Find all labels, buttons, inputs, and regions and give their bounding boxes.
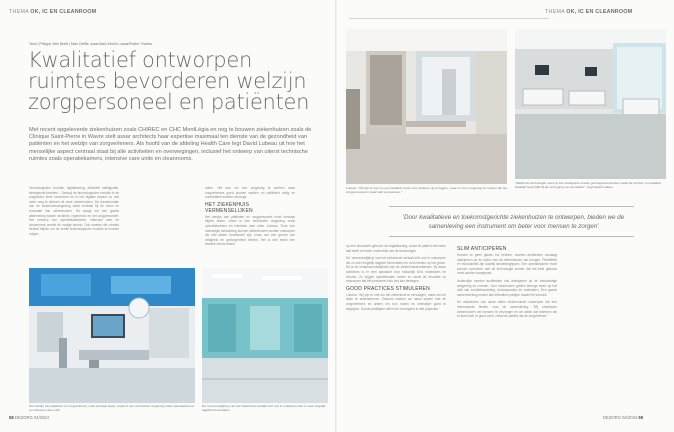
quote-rule-bottom — [389, 236, 634, 237]
ward-beds-photo — [515, 29, 666, 179]
header-rule — [349, 18, 549, 19]
patient-room-photo — [346, 29, 507, 184]
right-page-number: 59 — [638, 415, 644, 420]
caption-ward-beds: "Medische technologie moet op een intelligente manier geïntegreerd worden zodat de comfort- en kwaliteit-kwaliteit hoog blijft bij de verzorging van de patiënt", zegt David Lubeau. — [515, 181, 662, 190]
body-column-4-text-c: De architecten van assar willen ziekenhuizen ontwerpen die een meerwaarde bieden voor de samenleving: 'Wij ontwerpen ziekenhuizen om mensen te verzorgen en we willen dat iedereen die er komt zich er goed voelt, zowel de patiënt als de zorgverlener.' — [457, 300, 557, 319]
left-magazine-name: DEZORG — [14, 415, 33, 420]
body-column-3-text-c: Lubeau: 'Wij zijn er niet om het ziekenhuis te vervangen, maar om het team te ondersteunen. Daarom werken we nauw samen met de zorgverleners en artsen om hun noden en werkwijze goed te begrijpen. Goede praktijken delen we vervolgens in alle projecten.' — [346, 292, 446, 311]
ward-beds-illustration — [515, 29, 666, 179]
header-thema-label: THEMA — [545, 9, 565, 15]
left-page-number: 58 — [9, 415, 14, 420]
left-issue: 04/2024 — [33, 415, 50, 420]
header-topic-label: OK, IC EN CLEANROOM — [566, 9, 633, 15]
header-topic-label: OK, IC EN CLEANROOM — [30, 9, 97, 15]
article-title: Kwalitatief ontworpen ruimtes bevorderen welzijn zorgpersoneel en patiënten — [28, 48, 310, 114]
subheading-anticipate: SLIM ANTICIPEREN — [457, 246, 507, 252]
ward-corridor-illustration — [202, 268, 328, 403]
header-thema-label: THEMA — [9, 9, 29, 15]
left-page-header — [9, 9, 96, 15]
subheading-humanize: HET ZIEKENHUIS VERMENSELIJKEN — [205, 201, 253, 214]
body-column-2-text-b: Het welzijn van patiënten en zorgpersoneel moet centraal blijven staan, zowel in een technische omgeving zoals operatiekamers en intensive care units. Lubeau: 'Door een menselijke benadering kunnen ziekenhuizen worden ontworpen die niet alleen functioneel zijn, maar ook een gevoel van veiligheid en geborgenheid bieden. Het is niet enkel een kwestie van techniek.' — [205, 214, 295, 247]
right-issue: 04/2024 — [622, 415, 638, 420]
ward-corridor-photo — [202, 268, 328, 403]
quote-rule-top — [389, 206, 634, 207]
pull-quote: 'Door kwalitatieve en toekomstgerichte ziekenhuizen te ontwerpen, bieden we de samenleving een instrument om beter voor mensen te zorgen' — [402, 214, 625, 231]
article-lead: Met recent opgeleverde ziekenhuizen zoals CHIREC en CHC MontLégia en nog te bouwen ziekenhuizen zoals de Clinique Saint-Pierre in Wavre stelt assar architects haar expertise maximaal ten dienste van de gezondheid van patiënten en het welzijn van zorgverleners. Als hoofd van de afdeling Health Care legt David Lubeau uit hoe het menselijke aspect centraal staat bij alle activiteiten en overwegingen, inclusief het ontwerp van uiterst technische ruimtes zoals operatiekamers, intensive care units en cleanrooms. — [29, 127, 312, 162]
body-column-2 — [205, 186, 295, 274]
caption-ward-corridor: De 'vermenselijking' van het ziekenhuis vertaalt zich ook in ontwerpen die zo veel mogelijk daglicht binnenlaten. — [202, 404, 326, 413]
caption-operating-room: Het welzijn van patiënten en zorgverleners moet centraal staan, zowel in een technische omgeving zoals operatiekamers en intensive care units. — [29, 404, 195, 413]
body-column-4-text-a: Hoewel ze geen glazen bol hebben, moeten architecten vandaag anticiperen op de noden van de ziekenhuizen van morgen. Flexibiliteit en modulariteit zijn daarbij sleutelbegrippen. Een operatiekamer moet kunnen evolueren met de technologie zonder dat het hele gebouw moet worden aangepast. — [457, 253, 557, 276]
body-column-1-text: Technologische evolutie, digitalisering, artificiële intelligentie, bewegende beelden... Dankzij de technologische evolutie is de zorgsector sterk veranderd en is het digitale aspect nu niet meer weg te denken uit onze ziekenhuizen. De transformatie van de ziekenhuisomgeving staat centraal bij de bouw en renovatie van ziekenhuizen. Dit vraagt om een goede afstemming tussen architect, ingenieurs en het zorgpersoneel. Het ontwerp van operatiekwartieren, intensive care en cleanrooms vereist de nodige kennis. Ook moeten die ruimtes flexibel blijven om de snelle technologische evolutie te kunnen volgen. — [29, 186, 119, 236]
body-column-3 — [346, 244, 446, 414]
operating-room-illustration — [29, 268, 195, 403]
left-page — [0, 0, 336, 432]
body-column-3-text-b: De 'vermenselijking' van het ziekenhuis vertaalt zich ook in ontwerpen die zo veel mogelijk daglicht binnenlaten en zicht bieden op het groen. Dit is de verantwoordelijkheid van de ziekenhuisarchitecten. Bij assar architects is er veel aandacht voor natuurlijk licht, materialen en kleuren. Zo krijgen operatiezalen ramen en wordt de circulatie zo ontworpen dat het personeel zich vlot kan bewegen. — [346, 256, 446, 284]
right-page-header — [545, 9, 632, 15]
article-credits: Tekst | Philippe Jelle Beeld | Marc Detiffe, assar/Alain Kinelen, assar/Robbe Thoeets — [29, 42, 152, 46]
body-column-3-text-a: op een doordacht gebruik van digitalisering, zodat de patiënt niet meer last heeft of hinder ondervindt van de technologie. — [346, 244, 446, 253]
right-magazine-name: DEZORG — [603, 415, 621, 420]
left-page-footer — [9, 415, 49, 420]
body-column-1 — [29, 186, 119, 274]
caption-patient-room: Lubeau: "Wij zijn er niet om een kwaliteit ruimte voor anderen op te leggen, maar om een omgeving te creëren die het zorgpersoneel in staat stelt te presteren." — [346, 186, 508, 195]
subheading-good-practices: GOOD PRACTICES STIMULEREN — [346, 285, 430, 292]
body-column-4 — [457, 244, 557, 414]
patient-room-illustration — [346, 29, 507, 184]
body-column-4-text-b: Anderzijds moeten architecten ook anticiperen op de toekomstige wetgeving en normen. Voor cleanrooms gelden strenge eisen op het vlak van luchtbehandeling, drukcascades en materialen. Een goede samenwerking tussen alle betrokken partijen maakt het verschil. — [457, 278, 557, 297]
body-column-2-text-a: raken. Het kan om een omgeving te creëren waar zorgverleners goed kunnen werken en patiënten veilig en comfortabel worden verzorgd. — [205, 186, 295, 200]
operating-room-photo — [29, 268, 195, 403]
right-page-footer — [603, 415, 643, 420]
